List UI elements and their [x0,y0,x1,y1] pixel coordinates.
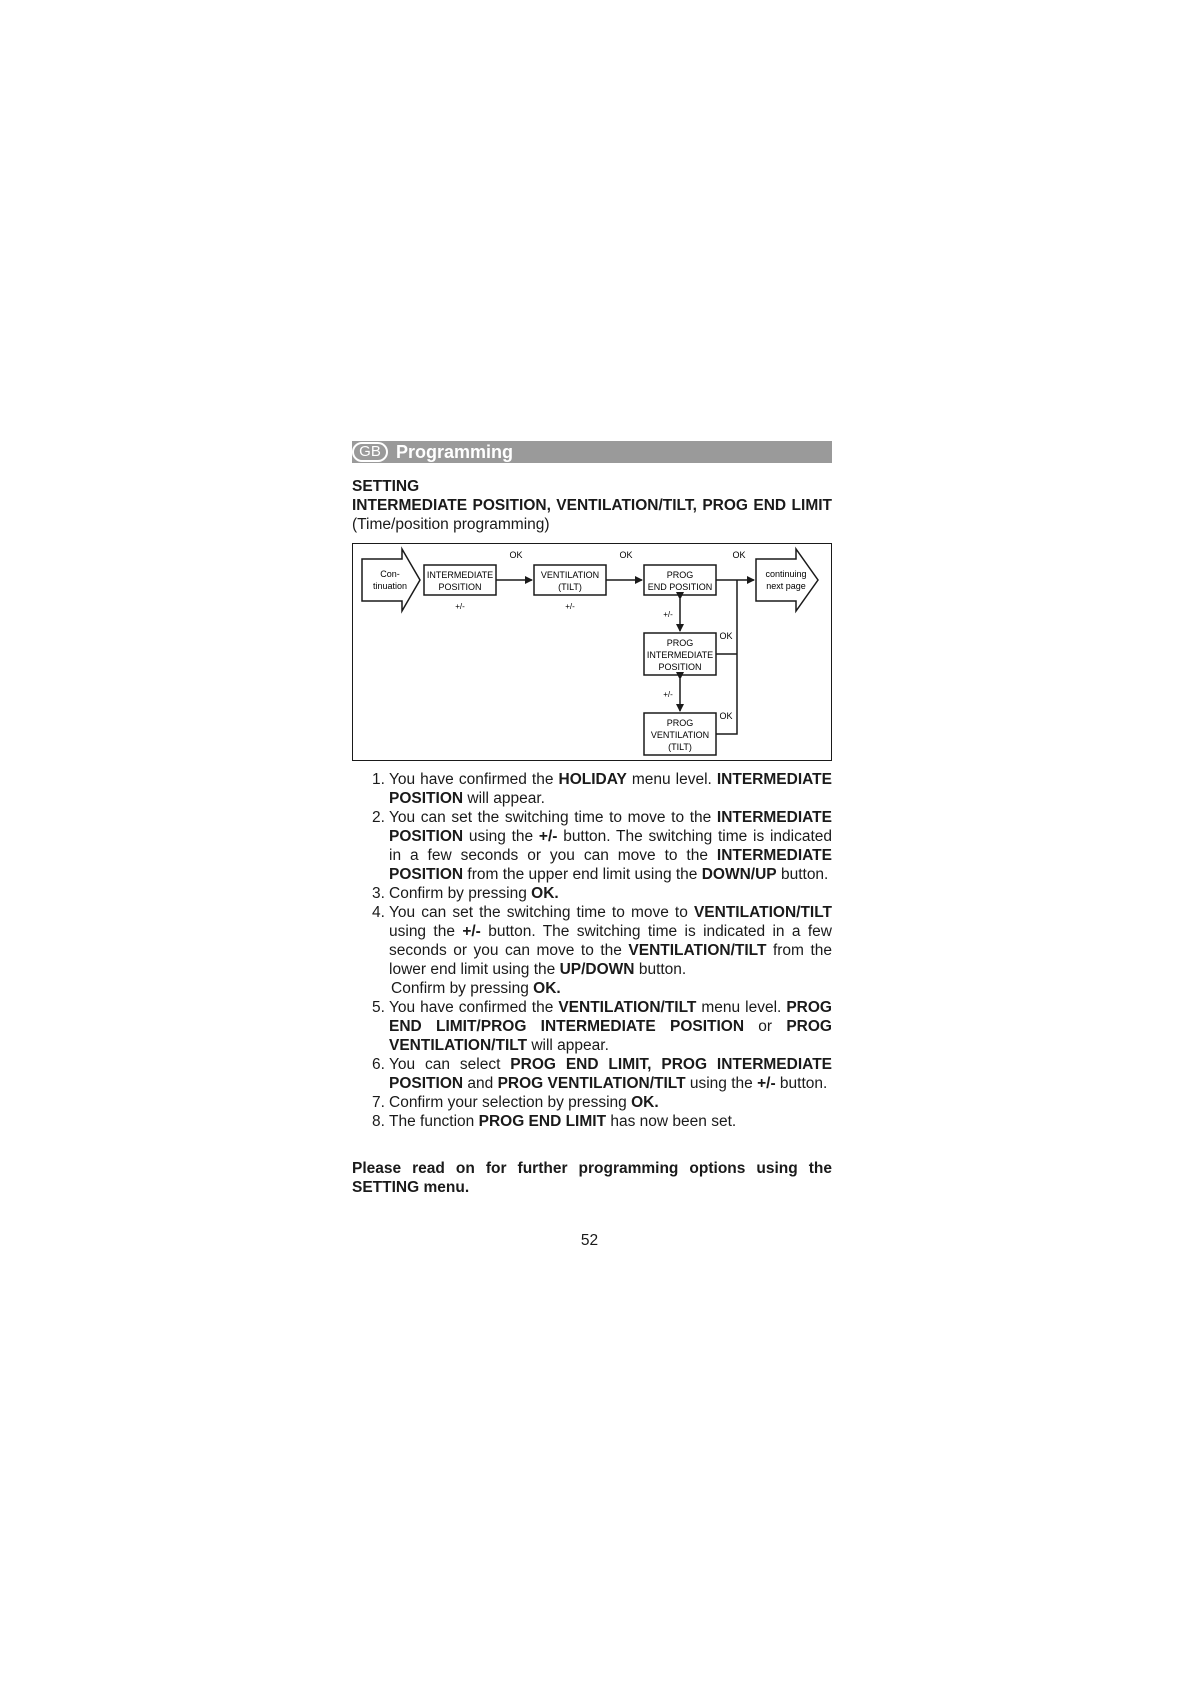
box-prog-intermediate-label-3: POSITION [658,662,702,672]
step-number: 1. [372,771,385,788]
bold-term: INTERMEDIATE POSITION [389,809,832,845]
step-number: 8. [372,1113,385,1130]
step-text: Confirm by pressing [389,885,532,902]
heading-setting: SETTING [352,478,420,495]
ok-label-4: OK [719,631,733,641]
box-prog-ventilation-label-2: VENTILATION [650,730,710,740]
step-text: button. [775,1075,828,1092]
bold-term: +/- [538,828,558,845]
step-text: menu level. [626,771,717,788]
box-prog-ventilation-label-3: (TILT) [668,742,692,752]
step-text: button. The switching time is indicated in a few seconds or you can move to the [389,923,832,959]
step-text: You can set the switching time to move to [389,904,694,921]
bold-term: PROG END LIMIT, PROG INTERMEDIATE POSITION [389,1056,832,1092]
bold-term: VENTILATION/TILT [558,999,697,1016]
step-text: You have confirmed the [389,771,559,788]
step-text: Confirm your selection by pressing [389,1094,632,1111]
bold-term: DOWN/UP [701,866,777,883]
continuation-label-1: Con- [380,569,400,579]
programming-flow-diagram [352,543,832,761]
bold-term: PROG VENTILATION/TILT [389,1018,832,1054]
bold-term: INTERMEDIATE POSITION [389,771,832,807]
list-item [352,884,832,903]
box-prog-intermediate-label-2: INTERMEDIATE [646,650,714,660]
continuing-arrow-shape [756,549,818,611]
plusminus-label-1: +/- [455,602,465,611]
continuation-arrow-shape [362,549,420,611]
step-number: 2. [372,809,385,826]
step-text: or [744,1018,787,1035]
step-text: will appear. [463,790,545,807]
step-number: 4. [372,904,385,921]
bold-term: OK. [631,1094,659,1111]
section-title: Programming [396,442,514,462]
step-text: button. The switching time is indicated in a few seconds or you can move to the [389,828,833,864]
step-text: using the [685,1075,758,1092]
step-text: Confirm by pressing [391,980,534,997]
bold-term: INTERMEDIATE POSITION [389,847,832,883]
heading-note: (Time/position programming) [352,516,550,533]
list-item [352,903,832,998]
box-prog-intermediate-label-1: PROG [666,638,694,648]
step-text: button. [776,866,829,883]
step-text: will appear. [527,1037,609,1054]
bold-term: +/- [462,923,481,940]
plusminus-label-4: +/- [663,690,673,699]
plusminus-label-2: +/- [565,602,575,611]
step-text: and [463,1075,498,1092]
box-prog-end-label-2: END POSITION [647,582,713,592]
language-badge: GB [352,442,388,462]
step-number: 6. [372,1056,385,1073]
bold-term: PROG VENTILATION/TILT [497,1075,686,1092]
bold-term: OK. [533,980,561,997]
step-text: button. [634,961,687,978]
continuation-label-2: tinuation [372,581,408,591]
step-text: using the [463,828,539,845]
box-intermediate-label-1: INTERMEDIATE [426,570,494,580]
page-number: 52 [580,1232,599,1249]
bold-term: +/- [757,1075,776,1092]
list-item [352,1112,832,1131]
step-number: 3. [372,885,385,902]
list-item [352,808,832,884]
continuing-label-1: continuing [765,569,807,579]
bold-term: PROG END LIMIT [478,1113,607,1130]
plusminus-label-3: +/- [663,610,673,619]
box-prog-end-label-1: PROG [666,570,694,580]
bold-term: HOLIDAY [558,771,627,788]
box-ventilation-label-2: (TILT) [558,582,582,592]
step-text: The function [389,1113,479,1130]
heading-subtitle: INTERMEDIATE POSITION, VENTILATION/TILT, PROG END LIMIT [352,497,832,514]
box-prog-ventilation-label-1: PROG [666,718,694,728]
step-number: 5. [372,999,385,1016]
list-item [352,1093,832,1112]
list-item [352,770,832,808]
step-text: from the upper end limit using the [463,866,702,883]
ok-label-2: OK [619,550,633,560]
ok-label-1: OK [509,550,523,560]
step-text: has now been set. [606,1113,737,1130]
ok-label-5: OK [719,711,733,721]
bold-term: PROG END LIMIT/PROG INTERMEDIATE POSITION [389,999,832,1035]
step-text: using the [389,923,463,940]
ok-label-3: OK [732,550,746,560]
box-intermediate-label-2: POSITION [438,582,482,592]
bold-term: VENTILATION/TILT [693,904,832,921]
step-text: menu level. [696,999,787,1016]
step-text: You have confirmed the [389,999,559,1016]
bold-term: UP/DOWN [559,961,635,978]
continuing-label-2: next page [766,581,806,591]
list-item [352,998,832,1055]
step-text: You can select [389,1056,511,1073]
bold-term: OK. [531,885,559,902]
instruction-list [352,770,832,1131]
step-number: 7. [372,1094,385,1111]
list-item [352,1055,832,1093]
step-text: You can set the switching time to move to the [389,809,717,826]
step-text: from the lower end limit using the [389,942,832,978]
bold-term: VENTILATION/TILT [628,942,767,959]
further-reading-note: Please read on for further programming options using the SETTING menu. [352,1160,832,1196]
step-continuation [389,979,832,998]
box-ventilation-label-1: VENTILATION [540,570,600,580]
